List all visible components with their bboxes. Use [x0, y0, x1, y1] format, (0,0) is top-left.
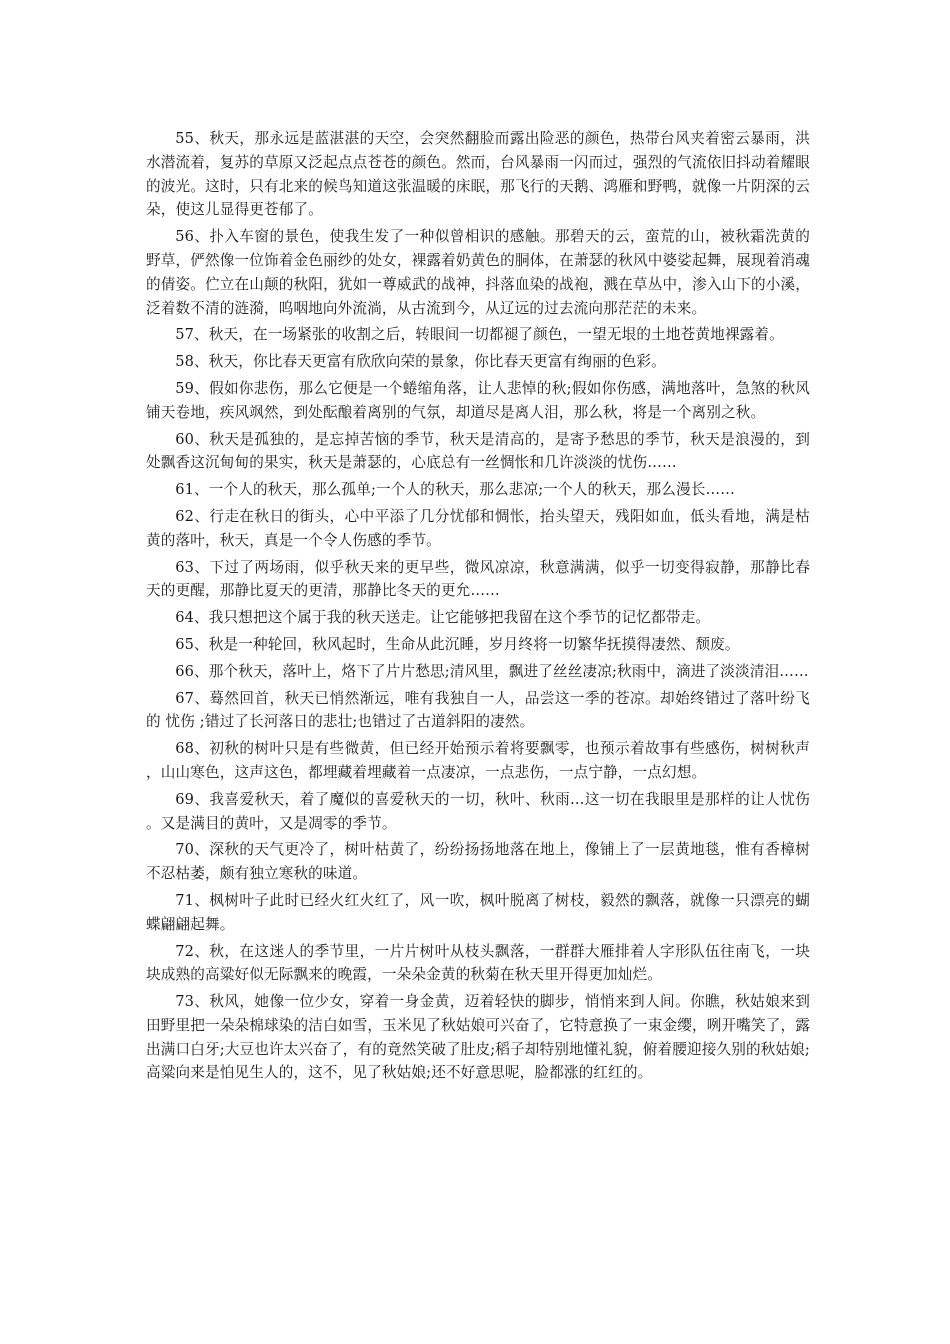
paragraph-60: 60、秋天是孤独的，是忘掉苦恼的季节，秋天是清高的，是寄予愁思的季节，秋天是浪漫的，到处飘香这沉甸甸的果实，秋天是萧瑟的，心底总有一丝惆怅和几许淡淡的忧伤……: [146, 430, 810, 472]
paragraph-58: 58、秋天，你比春天更富有欣欣向荣的景象，你比春天更富有绚丽的色彩。: [175, 353, 666, 371]
paragraph-63: 63、下过了两场雨，似乎秋天来的更早些，微风凉凉，秋意满满，似乎一切变得寂静，那静比春天的更醒，那静比夏天的更清，那静比冬天的更允……: [146, 558, 810, 600]
paragraph-68: 68、初秋的树叶只是有些微黄，但已经开始预示着将要飘零，也预示着故事有些感伤，树树秋声，山山寒色，这声这色，都埋藏着埋藏着一点凄凉，一点悲伤，一点宁静，一点幻想。: [146, 740, 810, 781]
paragraph-71: 71、枫树叶子此时已经火红火红了，风一吹，枫叶脱离了树枝，毅然的飘落，就像一只漂亮的蝴蝶翩翩起舞。: [146, 891, 810, 933]
paragraph-64: 64、我只想把这个属于我的秋天送走。让它能够把我留在这个季节的记忆都带走。: [175, 609, 711, 627]
paragraph-73: 73、秋风，她像一位少女，穿着一身金黄，迈着轻快的脚步，悄悄来到人间。你瞧，秋姑娘来到田野里把一朵朵棉球染的洁白如雪，玉米见了秋姑娘可兴奋了，它特意换了一束金缨，咧开嘴笑了，露出满口白牙;大豆也许太兴奋了，有的竟然笑破了肚皮;稻子却特别地懂礼貌，俯着腰迎接久别的秋姑娘;高粱向来是怕见生人的，这不，见了秋姑娘;还不好意思呢，脸都涨的红红的。: [146, 993, 810, 1082]
document-body: [146, 127, 810, 1088]
paragraph-56: 56、扑入车窗的景色，使我生发了一种似曾相识的感触。那碧天的云，蛮荒的山，被秋霜洗黄的野草，俨然像一位饰着金色丽纱的处女，裸露着奶黄色的胴体，在萧瑟的秋风中婆娑起舞，展现着消魂的倩姿。伫立在山颠的秋阳，犹如一尊威武的战神，抖落血染的战袍，溅在草丛中，渗入山下的小溪，泛着数不清的涟漪，呜咽地向外流淌，从古流到今，从辽远的过去流向那茫茫的未来。: [146, 228, 810, 317]
paragraph-66: 66、那个秋天，落叶上，烙下了片片愁思;清风里，飘进了丝丝凄凉;秋雨中，滴进了淡淡清泪……: [175, 662, 809, 680]
paragraph-67: 67、蓦然回首，秋天已悄然渐远，唯有我独自一人，品尝这一季的苍凉。却始终错过了落叶纷飞的 忧伤 ;错过了长河落日的悲壮;也错过了古道斜阳的凄然。: [146, 689, 810, 731]
paragraph-69: 69、我喜爱秋天，着了魔似的喜爱秋天的一切，秋叶、秋雨...这一切在我眼里是那样的让人忧伤。又是满目的黄叶，又是凋零的季节。: [146, 790, 810, 832]
paragraph-65: 65、秋是一种轮回，秋风起时，生命从此沉睡，岁月终将一切繁华抚摸得凄然、颓废。: [175, 635, 740, 653]
paragraph-62: 62、行走在秋日的街头，心中平添了几分忧郁和惆怅，抬头望天，残阳如血，低头看地，满是枯黄的落叶，秋天，真是一个令人伤感的季节。: [146, 507, 810, 549]
paragraph-61: 61、一个人的秋天，那么孤单;一个人的秋天，那么悲凉;一个人的秋天，那么漫长……: [175, 481, 735, 499]
paragraph-55: 55、秋天，那永远是蓝湛湛的天空，会突然翻脸而露出险恶的颜色，热带台风夹着密云暴雨，洪水潜流着，复苏的草原又泛起点点苍苍的颜色。然而，台风暴雨一闪而过，强烈的气流依旧抖动着耀眼的波光。这时，只有北来的候鸟知道这张温暖的床眠，那飞行的天鹅、鸿雁和野鸭，就像一片阴深的云朵，使这儿显得更苍郁了。: [146, 130, 810, 219]
paragraph-70: 70、深秋的天气更冷了，树叶枯黄了，纷纷扬扬地落在地上，像铺上了一层黄地毯，惟有香樟树不忍枯萎，颇有独立寒秋的味道。: [146, 841, 810, 883]
paragraph-57: 57、秋天，在一场紧张的收割之后，转眼间一切都褪了颜色，一望无垠的土地苍黄地裸露着。: [175, 326, 784, 344]
paragraph-59: 59、假如你悲伤，那么它便是一个蜷缩角落，让人悲悼的秋;假如你伤感，满地落叶，急煞的秋风铺天卷地，疾风飒然，到处酝酿着离别的气氛，却道尽是离人泪，那么秋，将是一个离别之秋。: [146, 379, 810, 421]
paragraph-72: 72、秋，在这迷人的季节里，一片片树叶从枝头飘落，一群群大雁排着人字形队伍往南飞，一块块成熟的高粱好似无际飘来的晚霞，一朵朵金黄的秋菊在秋天里开得更加灿烂。: [146, 942, 810, 984]
